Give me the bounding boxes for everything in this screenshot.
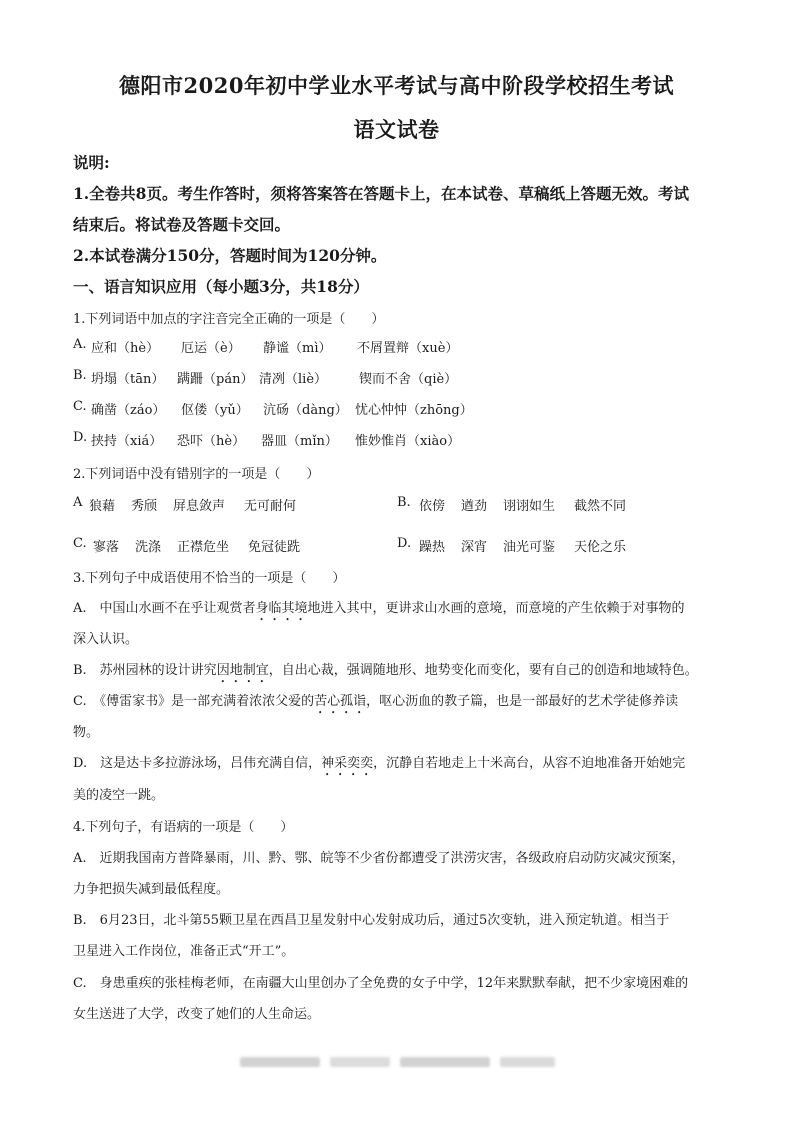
note-1-line-1: 1.全卷共8页。考生作答时，须将答案答在答题卡上，在本试卷、草稿纸上答题无效。考试 [73, 184, 689, 203]
q3-option-a-line-2: 深入认识。 [73, 632, 139, 647]
option-word: 躁热 [419, 540, 446, 555]
option-word: 寥落 [93, 540, 120, 555]
q3-option-b-line-1 [73, 659, 698, 686]
option-word: 免冠徒跣 [248, 540, 301, 555]
sentence-text: ，沉静自若地走上十米高台，从容不迫地准备开始她完 [373, 756, 686, 771]
option-word: 清冽（liè） [259, 372, 328, 387]
option-word: 狼藉 [89, 499, 116, 514]
option-word: 依傍 [419, 499, 446, 514]
option-word: 伛偻（yǔ） [181, 403, 249, 418]
q4-option-c-line-1: C. 身患重疾的张桂梅老师，在南疆大山里创办了全免费的女子中学，12年来默默奉献，把不少家境困难的 [73, 976, 689, 991]
sentence-text: B. 苏州园林的设计讲究 [73, 663, 217, 678]
q3-option-c-line-2: 物。 [73, 725, 100, 740]
option-word: 器皿（mǐn） [261, 434, 338, 449]
note-1-line-2: 结束后。将试卷及答题卡交回。 [73, 215, 291, 234]
q4-option-c-line-2: 女生送进了大学，改变了她们的人生命运。 [73, 1007, 321, 1022]
option-word: 确凿（záo） [91, 403, 166, 418]
idiom-dotted: 因地制宜 [216, 663, 269, 678]
note-2: 2.本试卷满分150分，答题时间为120分钟。 [73, 246, 387, 265]
q3-option-c-line-1 [73, 690, 678, 717]
sentence-text: A. 中国山水画不在乎让观赏者 [73, 601, 256, 616]
option-word: 截然不同 [574, 499, 627, 514]
option-letter: C. [73, 536, 87, 551]
option-word: 蹒跚（pán） [177, 372, 254, 387]
option-word: 忧心忡忡（zhōng） [355, 403, 473, 418]
option-word: 屏息敛声 [173, 499, 226, 514]
q2-stem: 2.下列词语中没有错别字的一项是（ ） [73, 467, 320, 482]
option-letter: A. [73, 337, 87, 352]
q4-stem: 4.下列句子，有语病的一项是（ ） [73, 820, 294, 835]
option-word: 无可耐何 [244, 499, 297, 514]
idiom-dotted: 苦心孤诣 [314, 694, 367, 709]
idiom-dotted: 神采奕奕 [321, 756, 374, 771]
q3-option-d-line-1 [73, 752, 685, 779]
option-letter: D. [397, 536, 412, 551]
option-word: 恐吓（hè） [177, 434, 246, 449]
exam-title: 德阳市2020年初中学业水平考试与高中阶段学校招生考试 [119, 73, 674, 98]
option-word: 天伦之乐 [574, 540, 627, 555]
option-word: 坍塌（tān） [91, 372, 165, 387]
option-word: 应和（hè） [91, 341, 160, 356]
option-word: 厄运（è） [181, 341, 241, 356]
q4-option-a-line-2: 力争把损失减到最低程度。 [73, 882, 230, 897]
option-word: 遒劲 [461, 499, 488, 514]
option-letter: A [73, 495, 83, 510]
option-word: 不屑置辩（xuè） [357, 341, 459, 356]
option-word: 深宵 [461, 540, 488, 555]
option-letter: B. [73, 368, 87, 383]
option-word: 锲而不舍（qiè） [359, 372, 458, 387]
option-letter: B. [397, 495, 411, 510]
q4-option-b-line-1: B. 6月23日，北斗第55颗卫星在西昌卫星发射中心发射成功后，通过5次变轨，进入预定轨道。相当于 [73, 913, 670, 928]
option-word: 正襟危坐 [177, 540, 230, 555]
option-word: 挟持（xiá） [91, 434, 163, 449]
option-word: 诩诩如生 [503, 499, 556, 514]
q3-stem: 3.下列句子中成语使用不恰当的一项是（ ） [73, 571, 346, 586]
option-word: 洗涤 [135, 540, 162, 555]
q1-stem: 1.下列词语中加点的字注音完全正确的一项是（ ） [73, 312, 385, 327]
q4-option-b-line-2: 卫星进入工作岗位，准备正式“开工”。 [73, 944, 295, 959]
option-letter: C. [73, 399, 87, 414]
option-word: 静谧（mì） [263, 341, 332, 356]
option-word: 沆砀（dàng） [263, 403, 348, 418]
option-word: 惟妙惟肖（xiào） [355, 434, 461, 449]
sentence-text: ，自出心裁，强调随地形、地势变化而变化，要有自己的创造和地域特色。 [268, 663, 698, 678]
option-word: 油光可鉴 [503, 540, 556, 555]
sentence-text: D. 这是达卡多拉游泳场，吕伟充满自信， [73, 756, 322, 771]
sentence-text: ，呕心沥血的教子篇，也是一部最好的艺术学徒修养读 [366, 694, 679, 709]
q4-option-a-line-1: A. 近期我国南方普降暴雨，川、黔、鄂、皖等不少省份都遭受了洪涝灾害，各级政府启动防灾减灾预案， [73, 851, 685, 866]
sentence-text: 地进入其中，更讲求山水画的意境，而意境的产生依赖于对事物的 [307, 601, 685, 616]
sentence-text: C. 《傅雷家书》是一部充满着浓浓父爱的 [73, 694, 315, 709]
option-word: 秀颀 [131, 499, 158, 514]
idiom-dotted: 身临其境 [255, 601, 308, 616]
q3-option-a-line-1 [73, 597, 685, 624]
section-1-heading: 一、语言知识应用（每小题3分，共18分） [73, 277, 369, 296]
exam-subtitle: 语文试卷 [353, 117, 440, 142]
q3-option-d-line-2: 美的凌空一跳。 [73, 788, 165, 803]
notes-label: 说明: [73, 153, 110, 172]
option-letter: D. [73, 430, 88, 445]
